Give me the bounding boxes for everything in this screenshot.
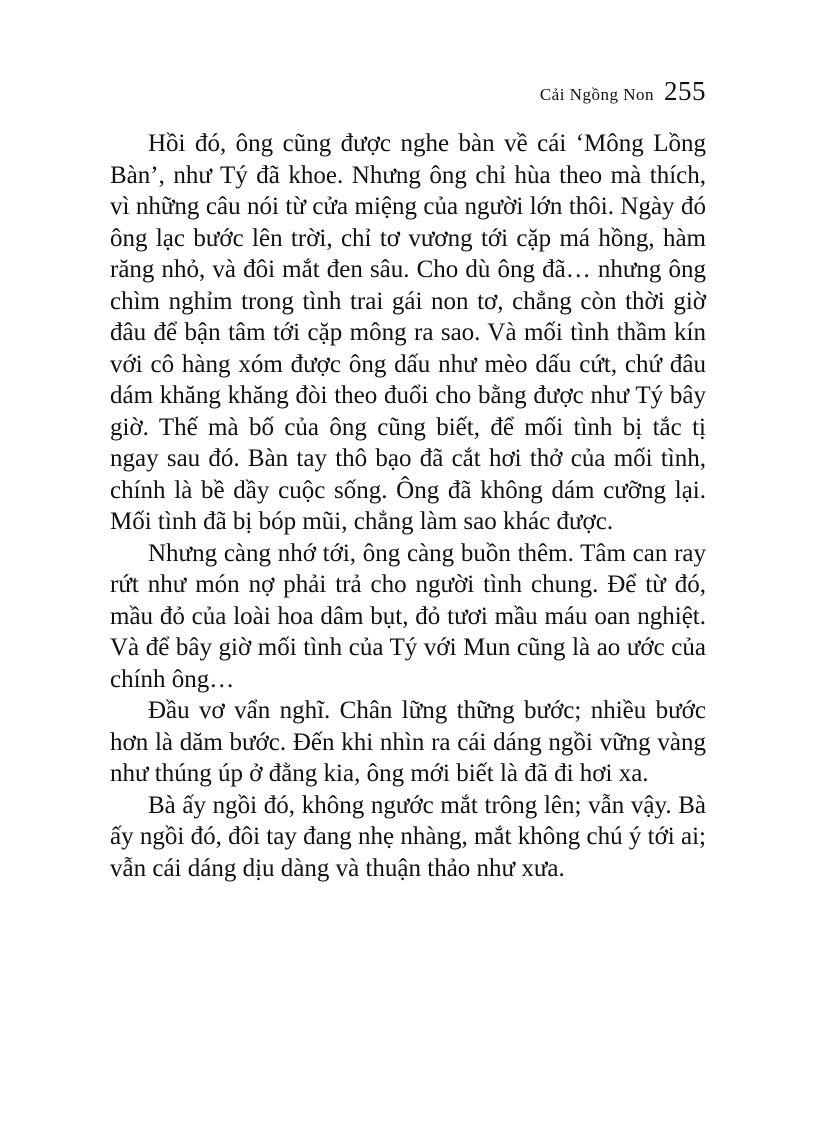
page-header xyxy=(540,76,706,107)
paragraph: Hồi đó, ông cũng được nghe bàn về cái ‘Mông Lồng Bàn’, như Tý đã khoe. Nhưng ông chỉ hùa theo mà thích, vì những câu nói từ cửa miệng của người lớn thôi. Ngày đó ông lạc bước lên trời, chỉ tơ vương tới cặp má hồng, hàm răng nhỏ, và đôi mắt đen sâu. Cho dù ông đã… nhưng ông chìm nghỉm trong tình trai gái non tơ, chẳng còn thời giờ đâu để bận tâm tới cặp mông ra sao. Và mối tình thầm kín với cô hàng xóm được ông dấu như mèo dấu cứt, chứ đâu dám khăng khăng đòi theo đuổi cho bằng được như Tý bây giờ. Thế mà bố của ông cũng biết, để mối tình bị tắc tị ngay sau đó. Bàn tay thô bạo đã cắt hơi thở của mối tình, chính là bề dầy cuộc sống. Ông đã không dám cưỡng lại. Mối tình đã bị bóp mũi, chẳng làm sao khác được. xyxy=(110,130,706,535)
page-number: 255 xyxy=(664,76,706,106)
paragraph: Nhưng càng nhớ tới, ông càng buồn thêm. Tâm can ray rứt như món nợ phải trả cho người tình chung. Để từ đó, mầu đỏ của loài hoa dâm bụt, đỏ tươi mầu máu oan nghiệt. Và để bây giờ mối tình của Tý với Mun cũng là ao ước của chính ông… xyxy=(110,539,706,693)
paragraph: Bà ấy ngồi đó, không ngước mắt trông lên; vẫn vậy. Bà ấy ngồi đó, đôi tay đang nhẹ nhàng, mắt không chú ý tới ai; vẫn cái dáng dịu dàng và thuận thảo như xưa. xyxy=(110,791,706,882)
body-text xyxy=(110,128,706,884)
paragraph: Đầu vơ vẩn nghĩ. Chân lững thững bước; nhiều bước hơn là dăm bước. Đến khi nhìn ra cái dáng ngồi vững vàng như thúng úp ở đằng kia, ông mới biết là đã đi hơi xa. xyxy=(110,697,706,787)
running-title: Cải Ngồng Non xyxy=(539,85,654,104)
